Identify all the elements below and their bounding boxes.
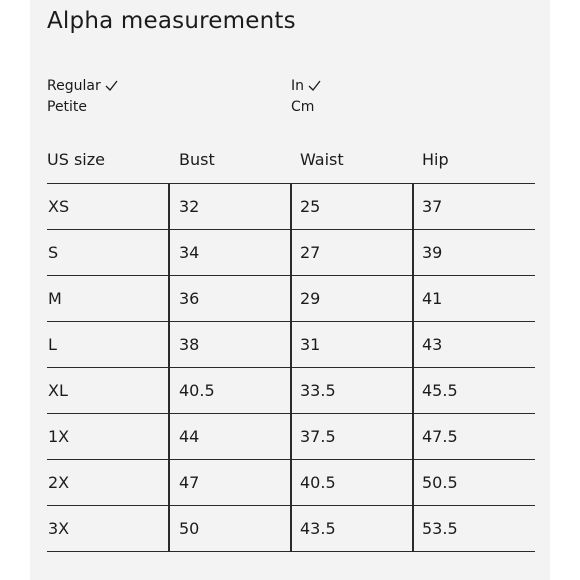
table-row — [47, 229, 535, 275]
size-cell: XL — [48, 381, 68, 400]
hip-cell: 47.5 — [422, 427, 458, 446]
waist-cell: 43.5 — [300, 519, 336, 538]
table-row — [47, 367, 535, 413]
table-row — [47, 413, 535, 459]
size-cell: 3X — [48, 519, 70, 538]
column-header-hip: Hip — [422, 150, 449, 169]
bust-cell: 50 — [179, 519, 200, 538]
waist-cell: 31 — [300, 335, 321, 354]
fit-option-regular[interactable] — [47, 77, 118, 95]
hip-cell: 43 — [422, 335, 443, 354]
waist-cell: 33.5 — [300, 381, 336, 400]
table-row — [47, 459, 535, 505]
size-table — [47, 183, 535, 552]
unit-option-cm[interactable] — [291, 98, 314, 116]
table-row — [47, 275, 535, 321]
hip-cell: 45.5 — [422, 381, 458, 400]
bust-cell: 40.5 — [179, 381, 215, 400]
checkmark-icon — [105, 80, 118, 92]
size-cell: L — [48, 335, 57, 354]
bust-cell: 38 — [179, 335, 200, 354]
table-row — [47, 505, 535, 552]
size-cell: 2X — [48, 473, 70, 492]
table-row — [47, 183, 535, 229]
size-cell: S — [48, 243, 59, 262]
size-cell: M — [48, 289, 62, 308]
waist-cell: 37.5 — [300, 427, 336, 446]
fit-option-label: Regular — [47, 78, 101, 94]
fit-option-label: Petite — [47, 99, 88, 115]
table-row — [47, 321, 535, 367]
hip-cell: 39 — [422, 243, 443, 262]
waist-cell: 29 — [300, 289, 321, 308]
hip-cell: 50.5 — [422, 473, 458, 492]
size-cell: XS — [48, 197, 70, 216]
waist-cell: 27 — [300, 243, 321, 262]
unit-option-label: Cm — [291, 99, 315, 115]
bust-cell: 34 — [179, 243, 200, 262]
bust-cell: 36 — [179, 289, 200, 308]
hip-cell: 41 — [422, 289, 443, 308]
size-cell: 1X — [48, 427, 70, 446]
column-header-us-size: US size — [47, 150, 105, 169]
hip-cell: 53.5 — [422, 519, 458, 538]
waist-cell: 25 — [300, 197, 321, 216]
column-header-bust: Bust — [179, 150, 215, 169]
bust-cell: 32 — [179, 197, 200, 216]
unit-option-in[interactable] — [291, 77, 321, 95]
unit-option-label: In — [291, 78, 305, 94]
bust-cell: 47 — [179, 473, 200, 492]
hip-cell: 37 — [422, 197, 443, 216]
bust-cell: 44 — [179, 427, 200, 446]
fit-option-petite[interactable] — [47, 98, 87, 116]
waist-cell: 40.5 — [300, 473, 336, 492]
checkmark-icon — [308, 80, 321, 92]
size-chart-panel — [30, 0, 550, 580]
page-title: Alpha measurements — [47, 8, 296, 34]
column-header-waist: Waist — [300, 150, 344, 169]
